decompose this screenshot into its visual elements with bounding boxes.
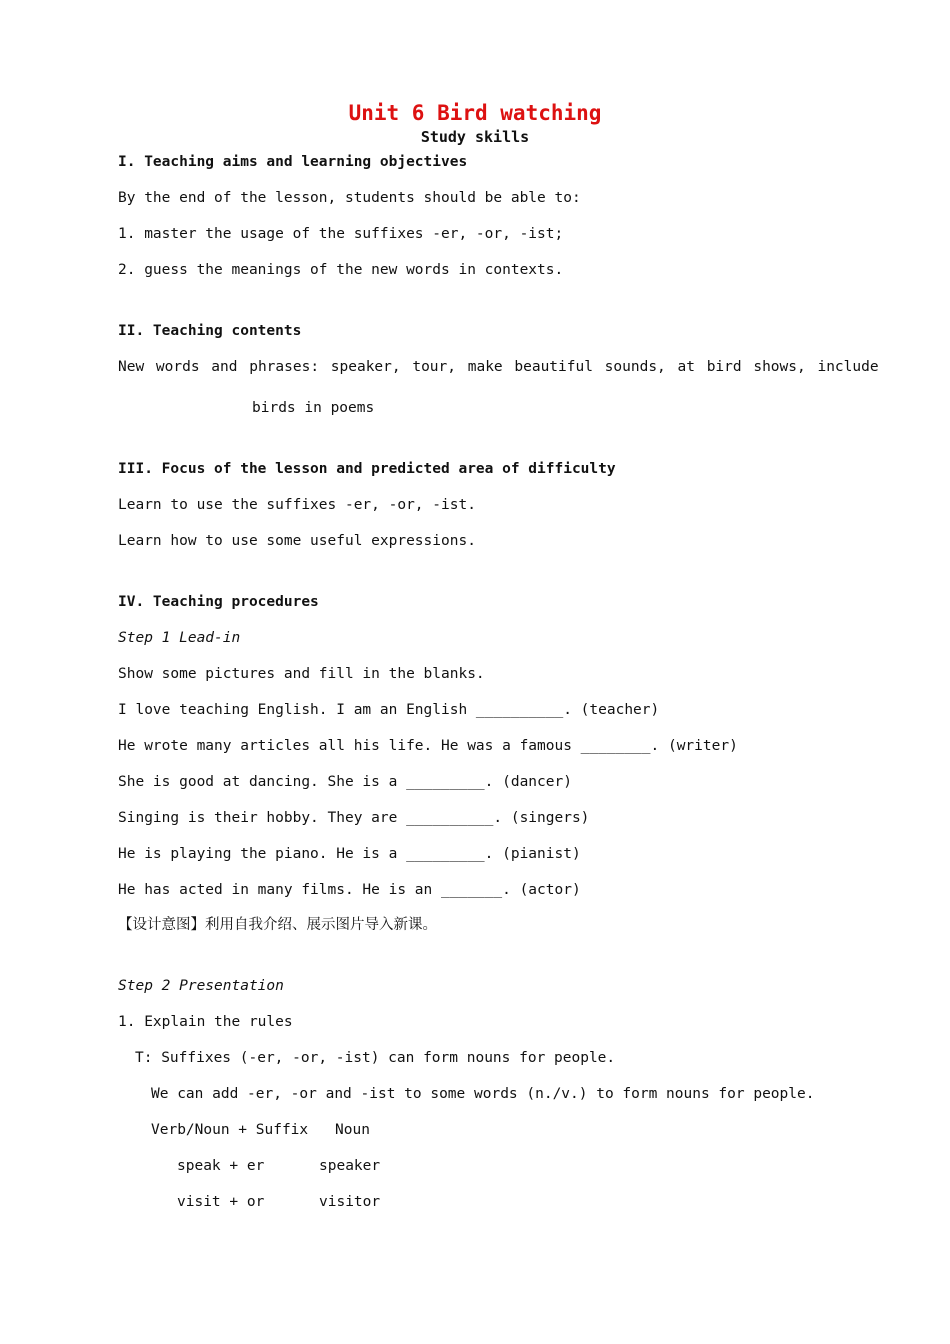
table-header-right: Noun xyxy=(335,1122,370,1138)
table-row-right: speaker xyxy=(319,1158,381,1174)
section-heading-procedures: IV. Teaching procedures xyxy=(118,594,319,610)
contents-line-1: New words and phrases: speaker, tour, make beautiful sounds, at bird shows, include xyxy=(118,359,879,375)
aims-item-1: 1. master the usage of the suffixes -er, -or, -ist; xyxy=(118,226,564,242)
section-heading-contents: II. Teaching contents xyxy=(118,323,302,339)
focus-line-1: Learn to use the suffixes -er, -or, -ist. xyxy=(118,497,476,513)
aims-item-2: 2. guess the meanings of the new words in contexts. xyxy=(118,262,564,278)
step1-intro: Show some pictures and fill in the blanks. xyxy=(118,666,485,682)
step2-item-1: 1. Explain the rules xyxy=(118,1014,293,1030)
table-header-left: Verb/Noun + Suffix xyxy=(151,1122,309,1138)
blank-sentence-writer: He wrote many articles all his life. He was a famous ________. (writer) xyxy=(118,738,738,754)
table-row-right: visitor xyxy=(319,1194,381,1210)
section-heading-aims: I. Teaching aims and learning objectives xyxy=(118,154,468,170)
document-subtitle: Study skills xyxy=(420,128,530,146)
document-title: Unit 6 Bird watching xyxy=(348,101,602,125)
design-note: 【设计意图】利用自我介绍、展示图片导入新课。 xyxy=(118,917,437,933)
blank-sentence-singers: Singing is their hobby. They are __________. (singers) xyxy=(118,810,590,826)
section-heading-focus: III. Focus of the lesson and predicted area of difficulty xyxy=(118,461,616,477)
step1-title: Step 1 Lead-in xyxy=(118,630,241,646)
step2-title: Step 2 Presentation xyxy=(118,978,284,994)
contents-line-2: birds in poems xyxy=(252,400,375,416)
table-row-left: speak + er xyxy=(177,1158,265,1174)
blank-sentence-actor: He has acted in many films. He is an _______. (actor) xyxy=(118,882,581,898)
blank-sentence-pianist: He is playing the piano. He is a _________. (pianist) xyxy=(118,846,581,862)
focus-line-2: Learn how to use some useful expressions. xyxy=(118,533,476,549)
table-row-left: visit + or xyxy=(177,1194,265,1210)
blank-sentence-teacher: I love teaching English. I am an English __________. (teacher) xyxy=(118,702,660,718)
blank-sentence-dancer: She is good at dancing. She is a _________. (dancer) xyxy=(118,774,572,790)
teacher-line: T: Suffixes (-er, -or, -ist) can form nouns for people. xyxy=(135,1050,616,1066)
aims-intro: By the end of the lesson, students should be able to: xyxy=(118,190,581,206)
rule-line: We can add -er, -or and -ist to some words (n./v.) to form nouns for people. xyxy=(151,1086,815,1102)
